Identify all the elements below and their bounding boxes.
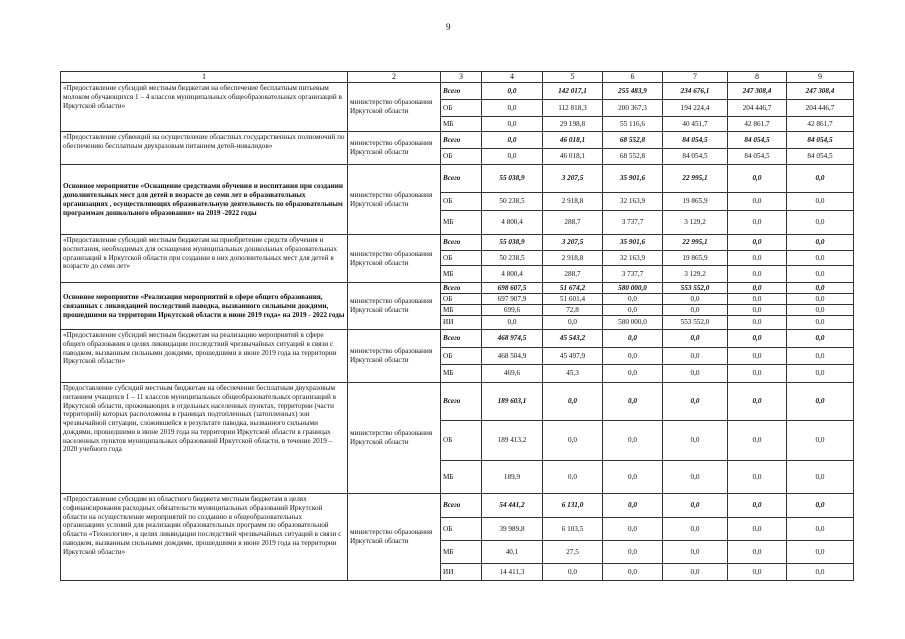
- amount-cell: 0,0: [482, 100, 543, 117]
- responsible-executor: министерство образования Иркутской области: [348, 330, 441, 383]
- amount-cell: 189 413,2: [482, 421, 543, 461]
- funding-source: ИИ: [441, 564, 482, 581]
- amount-cell: 35 901,6: [603, 235, 663, 251]
- amount-cell: 468 504,9: [482, 348, 543, 365]
- amount-cell: 0,0: [543, 564, 603, 581]
- amount-cell: 255 483,9: [603, 83, 663, 100]
- funding-source: Всего: [441, 83, 482, 100]
- amount-cell: 46 018,1: [543, 149, 603, 165]
- funding-source: ОБ: [441, 193, 482, 211]
- amount-cell: 0,0: [728, 541, 787, 564]
- table-row: [61, 494, 854, 518]
- amount-cell: 699,6: [482, 305, 543, 316]
- amount-cell: 0,0: [603, 494, 663, 518]
- funding-source: ОБ: [441, 421, 482, 461]
- amount-cell: 0,0: [787, 211, 854, 235]
- amount-cell: 189,9: [482, 461, 543, 494]
- amount-cell: 27,5: [543, 541, 603, 564]
- table-row: [61, 83, 854, 100]
- funding-source: Всего: [441, 383, 482, 421]
- column-header: 9: [787, 72, 854, 83]
- amount-cell: 0,0: [787, 365, 854, 383]
- responsible-executor: министерство образования Иркутской области: [348, 83, 441, 132]
- activity-description: Предоставление субсидий местным бюджетам на обеспечение бесплатным двухразовым питанием учащихся 1 – 11 классов муниципальных общеобразовательных организаций в Иркутской области, проживающих в отдельных населенных пунктах, территории (части территорий) которых расположены в границах подтопленных (затопленных) зон чрезвычайной ситуации, сложившейся в результате паводка, вызванного сильными дождями, прошедшими в июне 2019 года на территории Иркутской области в границах населенных пунктов муниципальных образований Иркутской области, в течение 2019 – 2020 учебного года: [61, 383, 348, 494]
- amount-cell: 84 054,5: [663, 149, 728, 165]
- amount-cell: 553 552,0: [663, 316, 728, 330]
- amount-cell: 2 918,8: [543, 193, 603, 211]
- column-header: 4: [482, 72, 543, 83]
- amount-cell: 0,0: [728, 211, 787, 235]
- amount-cell: 468 974,5: [482, 330, 543, 348]
- amount-cell: 0,0: [663, 518, 728, 541]
- column-header: 2: [348, 72, 441, 83]
- responsible-executor: министерство образования Иркутской области: [348, 383, 441, 494]
- amount-cell: 32 163,9: [603, 251, 663, 266]
- amount-cell: 0,0: [543, 316, 603, 330]
- amount-cell: 6 131,0: [543, 494, 603, 518]
- amount-cell: 0,0: [482, 117, 543, 132]
- amount-cell: 0,0: [787, 193, 854, 211]
- amount-cell: 2 918,8: [543, 251, 603, 266]
- amount-cell: 0,0: [663, 421, 728, 461]
- amount-cell: 247 308,4: [787, 83, 854, 100]
- funding-source: Всего: [441, 494, 482, 518]
- amount-cell: 142 017,1: [543, 83, 603, 100]
- amount-cell: 0,0: [787, 283, 854, 294]
- amount-cell: 0,0: [728, 383, 787, 421]
- amount-cell: 0,0: [728, 421, 787, 461]
- amount-cell: 4 800,4: [482, 211, 543, 235]
- amount-cell: 0,0: [787, 235, 854, 251]
- amount-cell: 84 054,5: [787, 132, 854, 149]
- amount-cell: 0,0: [787, 564, 854, 581]
- column-header: 5: [543, 72, 603, 83]
- amount-cell: 0,0: [663, 294, 728, 305]
- amount-cell: 14 411,3: [482, 564, 543, 581]
- funding-source: МБ: [441, 461, 482, 494]
- responsible-executor: министерство образования Иркутской области: [348, 235, 441, 283]
- budget-table: [60, 71, 854, 581]
- amount-cell: 0,0: [787, 266, 854, 283]
- amount-cell: 19 865,9: [663, 193, 728, 211]
- funding-source: Всего: [441, 165, 482, 193]
- activity-description: Основное мероприятие «Реализация мероприятий в сфере общего образования, связанных с ликвидацией последствий паводка, вызванного сильными дождями, прошедшими на территории Иркутской области в июне 2019 года» на 2019 - 2022 годы: [61, 283, 348, 330]
- amount-cell: 3 207,5: [543, 235, 603, 251]
- amount-cell: 0,0: [603, 330, 663, 348]
- amount-cell: 0,0: [728, 193, 787, 211]
- amount-cell: 0,0: [787, 518, 854, 541]
- amount-cell: 0,0: [728, 494, 787, 518]
- amount-cell: 55 116,6: [603, 117, 663, 132]
- funding-source: ОБ: [441, 518, 482, 541]
- amount-cell: 55 038,9: [482, 235, 543, 251]
- amount-cell: 0,0: [787, 494, 854, 518]
- amount-cell: 50 238,5: [482, 251, 543, 266]
- amount-cell: 54 441,2: [482, 494, 543, 518]
- responsible-executor: министерство образования Иркутской области: [348, 283, 441, 330]
- activity-description: «Предоставление субсидий местным бюджетам на обеспечение бесплатным питьевым молоком обучающихся 1 – 4 классов муниципальных общеобразовательных организаций в Иркутской области»: [61, 83, 348, 132]
- amount-cell: 0,0: [787, 330, 854, 348]
- amount-cell: 32 163,9: [603, 193, 663, 211]
- amount-cell: 0,0: [482, 149, 543, 165]
- amount-cell: 0,0: [603, 383, 663, 421]
- funding-source: Всего: [441, 235, 482, 251]
- amount-cell: 0,0: [728, 251, 787, 266]
- responsible-executor: министерство образования Иркутской области: [348, 132, 441, 165]
- amount-cell: 0,0: [482, 316, 543, 330]
- amount-cell: 0,0: [603, 294, 663, 305]
- amount-cell: 247 308,4: [728, 83, 787, 100]
- amount-cell: 0,0: [787, 461, 854, 494]
- amount-cell: 0,0: [728, 266, 787, 283]
- funding-source: МБ: [441, 266, 482, 283]
- amount-cell: 45 497,9: [543, 348, 603, 365]
- amount-cell: 0,0: [663, 348, 728, 365]
- amount-cell: 3 737,7: [603, 266, 663, 283]
- amount-cell: 580 000,0: [603, 283, 663, 294]
- responsible-executor: министерство образования Иркутской области: [348, 494, 441, 581]
- amount-cell: 0,0: [728, 330, 787, 348]
- amount-cell: 35 901,6: [603, 165, 663, 193]
- table-row: [61, 330, 854, 348]
- amount-cell: 288,7: [543, 266, 603, 283]
- funding-source: ОБ: [441, 100, 482, 117]
- amount-cell: 19 865,9: [663, 251, 728, 266]
- amount-cell: 22 995,1: [663, 235, 728, 251]
- amount-cell: 0,0: [728, 235, 787, 251]
- funding-source: МБ: [441, 365, 482, 383]
- amount-cell: 4 800,4: [482, 266, 543, 283]
- amount-cell: 0,0: [728, 305, 787, 316]
- amount-cell: 0,0: [787, 316, 854, 330]
- amount-cell: 0,0: [663, 564, 728, 581]
- funding-source: Всего: [441, 283, 482, 294]
- funding-source: МБ: [441, 117, 482, 132]
- amount-cell: 3 207,5: [543, 165, 603, 193]
- amount-cell: 204 446,7: [787, 100, 854, 117]
- amount-cell: 50 238,5: [482, 193, 543, 211]
- funding-source: ОБ: [441, 294, 482, 305]
- responsible-executor: министерство образования Иркутской области: [348, 165, 441, 235]
- table-row: [61, 132, 854, 149]
- amount-cell: 0,0: [787, 251, 854, 266]
- funding-source: МБ: [441, 305, 482, 316]
- amount-cell: 0,0: [663, 461, 728, 494]
- header-row: [61, 72, 854, 83]
- amount-cell: 580 000,0: [603, 316, 663, 330]
- amount-cell: 0,0: [728, 283, 787, 294]
- amount-cell: 3 129,2: [663, 211, 728, 235]
- amount-cell: 55 038,9: [482, 165, 543, 193]
- amount-cell: 0,0: [663, 494, 728, 518]
- amount-cell: 698 607,5: [482, 283, 543, 294]
- amount-cell: 234 676,1: [663, 83, 728, 100]
- amount-cell: 0,0: [603, 541, 663, 564]
- amount-cell: 0,0: [482, 132, 543, 149]
- amount-cell: 0,0: [663, 383, 728, 421]
- amount-cell: 0,0: [728, 365, 787, 383]
- amount-cell: 0,0: [603, 461, 663, 494]
- amount-cell: 39 989,8: [482, 518, 543, 541]
- activity-description: «Предоставление субсидии из областного бюджета местным бюджетам в целях софинансирования расходных обязательств муниципальных образований Иркутской области на осуществление мероприятий по созданию в общеобразовательных организациях условий для реализации образовательных программ по образовательной области «Технология», в целях ликвидации последствий чрезвычайных ситуаций в связи с паводком, вызванным сильными дождями, прошедшими в июне 2019 года на территории Иркутской области»: [61, 494, 348, 581]
- amount-cell: 189 603,1: [482, 383, 543, 421]
- amount-cell: 0,0: [787, 294, 854, 305]
- amount-cell: 0,0: [663, 541, 728, 564]
- amount-cell: 0,0: [728, 316, 787, 330]
- funding-source: ИИ: [441, 316, 482, 330]
- amount-cell: 0,0: [603, 564, 663, 581]
- column-header: 7: [663, 72, 728, 83]
- amount-cell: 0,0: [543, 421, 603, 461]
- amount-cell: 0,0: [728, 518, 787, 541]
- amount-cell: 469,6: [482, 365, 543, 383]
- amount-cell: 45,3: [543, 365, 603, 383]
- amount-cell: 0,0: [728, 294, 787, 305]
- amount-cell: 40,1: [482, 541, 543, 564]
- amount-cell: 112 818,3: [543, 100, 603, 117]
- amount-cell: 0,0: [787, 305, 854, 316]
- amount-cell: 42 861,7: [787, 117, 854, 132]
- page-number: 9: [446, 22, 451, 32]
- amount-cell: 84 054,5: [787, 149, 854, 165]
- amount-cell: 0,0: [482, 83, 543, 100]
- amount-cell: 51 674,2: [543, 283, 603, 294]
- amount-cell: 72,8: [543, 305, 603, 316]
- amount-cell: 0,0: [603, 348, 663, 365]
- amount-cell: 0,0: [543, 461, 603, 494]
- amount-cell: 84 054,5: [728, 132, 787, 149]
- column-header: 3: [441, 72, 482, 83]
- activity-description: «Предоставление субсидий местным бюджетам на реализацию мероприятий в сфере общего образования в целях ликвидации последствий чрезвычайных ситуаций в связи с паводком, вызванным сильными дождями, прошедшими в июне 2019 года на территории Иркутской области»: [61, 330, 348, 383]
- amount-cell: 68 552,8: [603, 132, 663, 149]
- amount-cell: 0,0: [728, 564, 787, 581]
- amount-cell: 200 367,3: [603, 100, 663, 117]
- amount-cell: 51 601,4: [543, 294, 603, 305]
- funding-source: ОБ: [441, 251, 482, 266]
- funding-source: МБ: [441, 211, 482, 235]
- amount-cell: 3 129,2: [663, 266, 728, 283]
- amount-cell: 68 552,8: [603, 149, 663, 165]
- table-row: [61, 383, 854, 421]
- amount-cell: 0,0: [728, 165, 787, 193]
- amount-cell: 0,0: [787, 348, 854, 365]
- amount-cell: 45 543,2: [543, 330, 603, 348]
- amount-cell: 0,0: [663, 330, 728, 348]
- table-row: [61, 283, 854, 294]
- amount-cell: 194 224,4: [663, 100, 728, 117]
- funding-source: Всего: [441, 330, 482, 348]
- amount-cell: 0,0: [787, 165, 854, 193]
- amount-cell: 0,0: [787, 383, 854, 421]
- funding-source: Всего: [441, 132, 482, 149]
- activity-description: «Предоставление субвенций на осуществление областных государственных полномочий по обеспечению бесплатным двухразовым питанием детей-инвалидов»: [61, 132, 348, 165]
- amount-cell: 6 103,5: [543, 518, 603, 541]
- column-header: 8: [728, 72, 787, 83]
- amount-cell: 84 054,5: [728, 149, 787, 165]
- amount-cell: 553 552,0: [663, 283, 728, 294]
- amount-cell: 42 861,7: [728, 117, 787, 132]
- amount-cell: 46 018,1: [543, 132, 603, 149]
- column-header: 1: [61, 72, 348, 83]
- amount-cell: 0,0: [787, 421, 854, 461]
- activity-description: Основное мероприятие «Оснащение средствами обучения и воспитания при создании дополнительных мест для детей в возрасте до семи лет в образовательных организациях , осуществляющих образовательную деятельность по образовательным программам дошкольного образования» на 2019 -2022 годы: [61, 165, 348, 235]
- funding-source: ОБ: [441, 348, 482, 365]
- activity-description: «Предоставление субсидий местным бюджетам на приобретение средств обучения и воспитания, необходимых для оснащения муниципальных дошкольных образовательных организаций в Иркутской области при создании в них дополнительных мест для детей в возрасте до семи лет»: [61, 235, 348, 283]
- funding-source: ОБ: [441, 149, 482, 165]
- amount-cell: 0,0: [663, 305, 728, 316]
- amount-cell: 84 054,5: [663, 132, 728, 149]
- amount-cell: 0,0: [663, 365, 728, 383]
- amount-cell: 0,0: [603, 365, 663, 383]
- amount-cell: 0,0: [603, 305, 663, 316]
- amount-cell: 0,0: [728, 461, 787, 494]
- amount-cell: 0,0: [728, 348, 787, 365]
- amount-cell: 22 995,1: [663, 165, 728, 193]
- amount-cell: 3 737,7: [603, 211, 663, 235]
- amount-cell: 0,0: [603, 518, 663, 541]
- funding-source: МБ: [441, 541, 482, 564]
- amount-cell: 697 907,9: [482, 294, 543, 305]
- table-row: [61, 235, 854, 251]
- column-header: 6: [603, 72, 663, 83]
- amount-cell: 40 451,7: [663, 117, 728, 132]
- amount-cell: 29 198,8: [543, 117, 603, 132]
- amount-cell: 0,0: [543, 383, 603, 421]
- amount-cell: 288,7: [543, 211, 603, 235]
- table-row: [61, 165, 854, 193]
- amount-cell: 204 446,7: [728, 100, 787, 117]
- amount-cell: 0,0: [787, 541, 854, 564]
- amount-cell: 0,0: [603, 421, 663, 461]
